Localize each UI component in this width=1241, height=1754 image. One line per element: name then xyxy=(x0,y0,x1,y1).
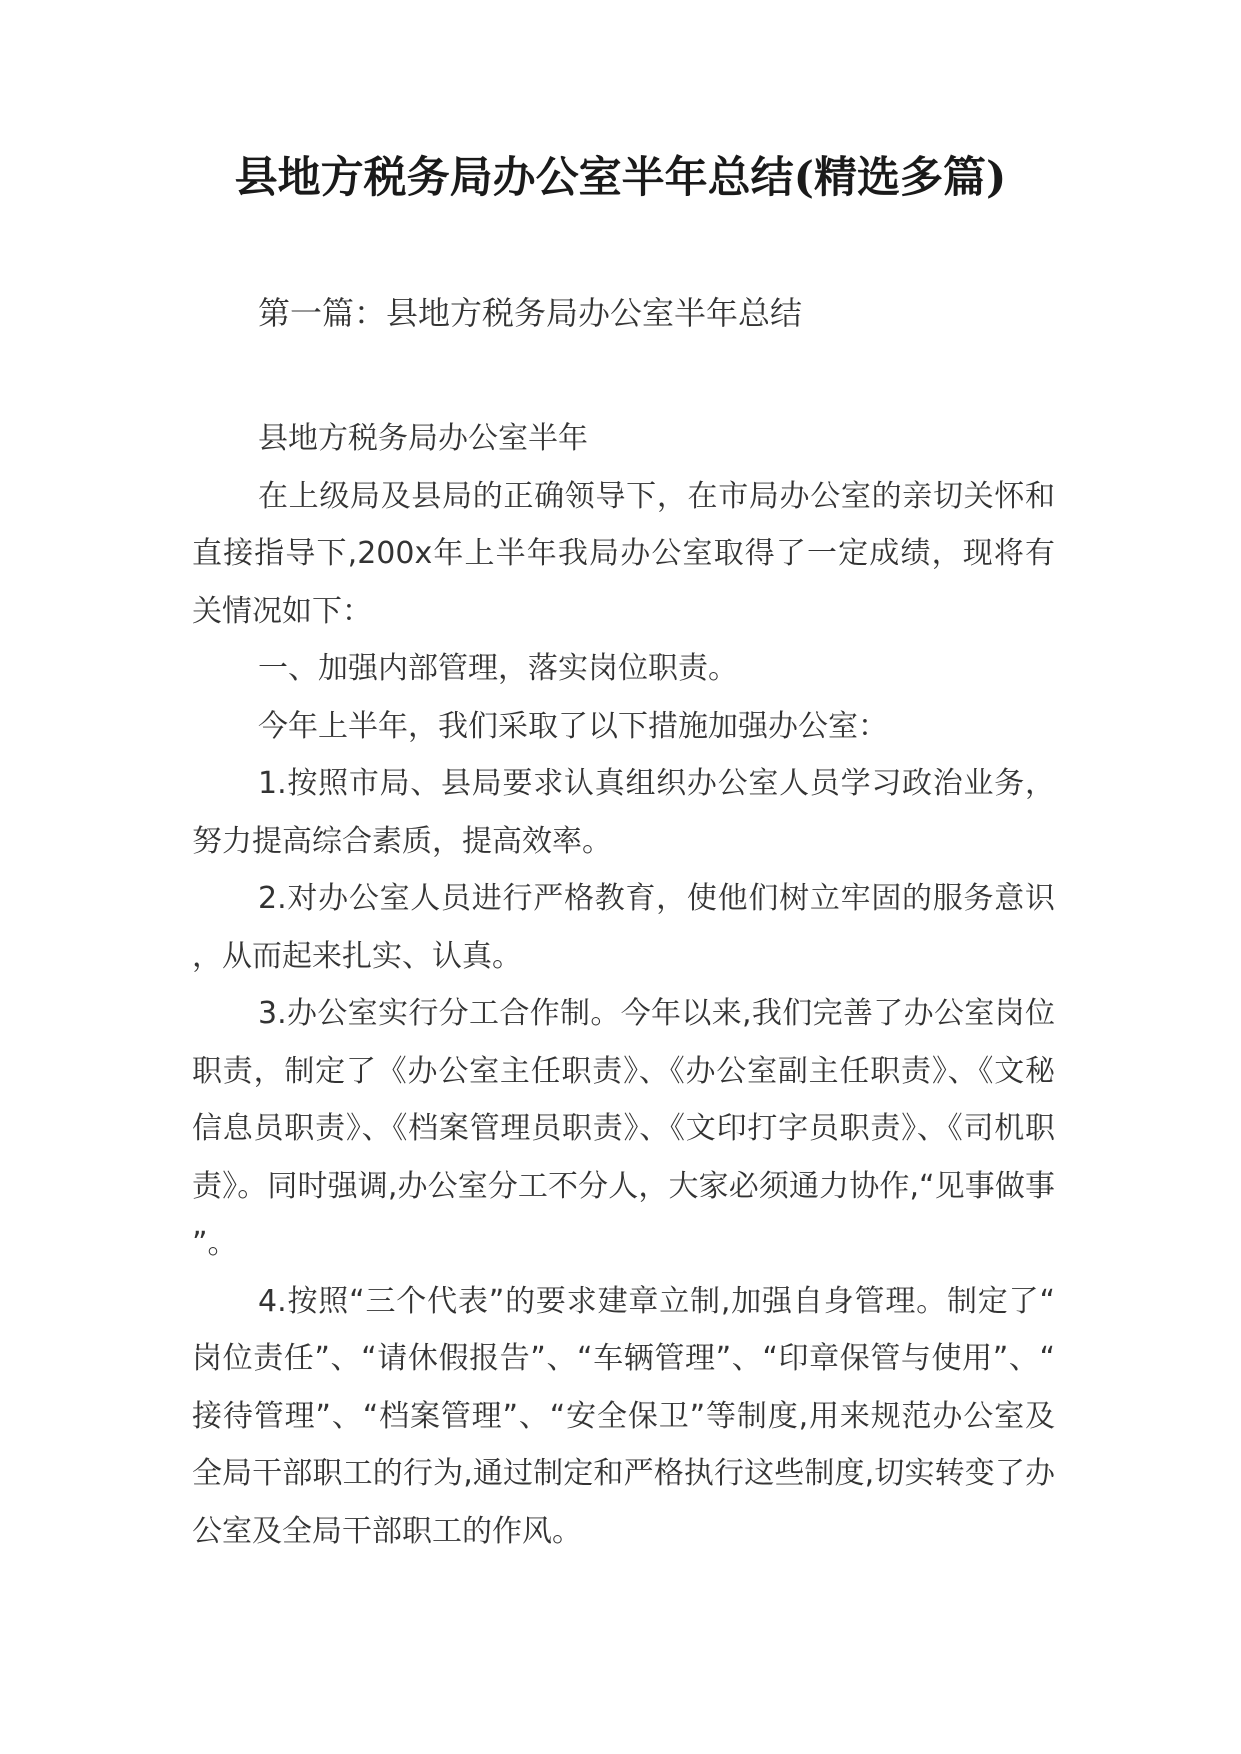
paragraph-section-heading: 一、加强内部管理，落实岗位职责。 xyxy=(258,651,738,686)
paragraph-item-2: 2.对办公室人员进行严格教育，使他们树立牢固的服务意识，从而起来扎实、认真。 xyxy=(192,881,1055,974)
paragraph-intro: 在上级局及县局的正确领导下，在市局办公室的亲切关怀和直接指导下,200x年上半年我局办公室取得了一定成绩，现将有关情况如下： xyxy=(192,478,1055,629)
chapter-heading: 第一篇：县地方税务局办公室半年总结 xyxy=(258,294,803,332)
paragraph-subtitle: 县地方税务局办公室半年 xyxy=(258,421,588,456)
paragraph-item-1: 1.按照市局、县局要求认真组织办公室人员学习政治业务，努力提高综合素质，提高效率。 xyxy=(192,766,1055,859)
document-title: 县地方税务局办公室半年总结(精选多篇) xyxy=(234,153,1007,203)
paragraph-item-3: 3.办公室实行分工合作制。今年以来,我们完善了办公室岗位职责，制定了《办公室主任职责》、《办公室副主任职责》、《文秘信息员职责》、《档案管理员职责》、《文印打字员职责》、《司机职责》。同时强调,办公室分工不分人，大家必须通力协作,“见事做事”。 xyxy=(192,996,1055,1261)
document-body xyxy=(192,410,1055,1560)
paragraph-measures-intro: 今年上半年，我们采取了以下措施加强办公室： xyxy=(258,708,888,744)
paragraph-item-4: 4.按照“三个代表”的要求建章立制,加强自身管理。制定了“岗位责任”、“请休假报告”、“车辆管理”、“印章保管与使用”、“接待管理”、“档案管理”、“安全保卫”等制度,用来规范办公室及全局干部职工的行为,通过制定和严格执行这些制度,切实转变了办公室及全局干部职工的作风。 xyxy=(192,1283,1055,1549)
